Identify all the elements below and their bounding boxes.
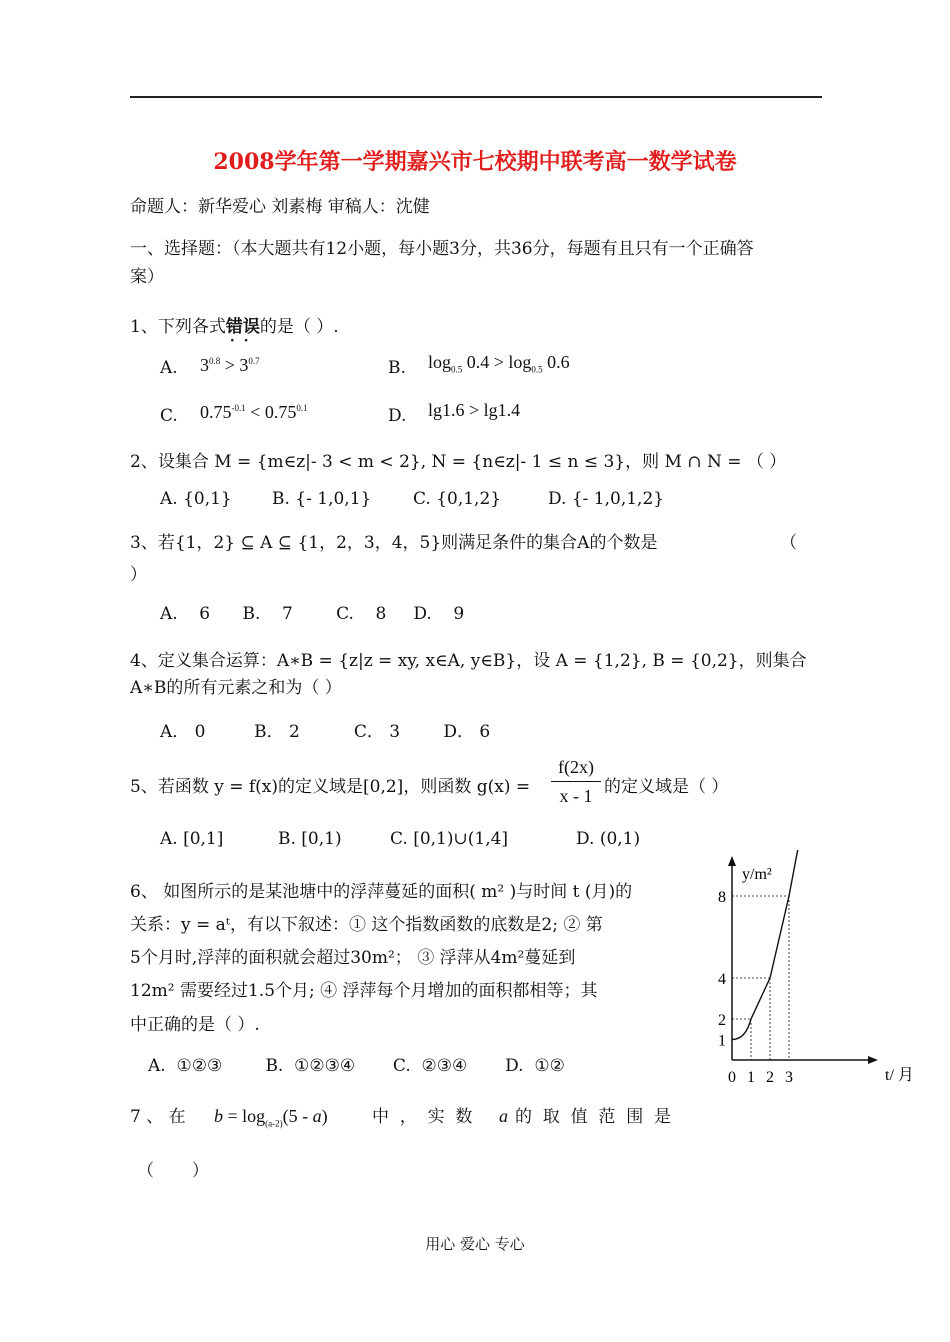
q6-line2: 关系：y = aᵗ，有以下叙述：① 这个指数函数的底数是2; ② 第: [130, 915, 603, 935]
q4-line2: A∗B的所有元素之和为（ ）: [130, 678, 342, 698]
q5-stem-post: 的定义域是（ ）: [604, 777, 729, 797]
q3-options: A. 6 B. 7 C. 8 D. 9: [160, 604, 465, 624]
y-axis-label: y/m²: [742, 866, 772, 883]
x-axis-arrow: [868, 1056, 878, 1064]
x-tick-label-2: 2: [766, 1069, 774, 1086]
q2-optC: C. {0,1,2}: [413, 489, 502, 509]
q5-frac-bar: [551, 781, 601, 782]
q1-optA-label: A.: [160, 358, 178, 378]
q7-tail: 的 取 值 范 围 是: [515, 1107, 672, 1127]
q6-options: A. ①②③ B. ①②③④ C. ②③④ D. ①②: [148, 1056, 565, 1076]
q5-optD: D. (0,1): [576, 829, 641, 849]
q6-line1: 6、 如图所示的是某池塘中的浮萍蔓延的面积( m² )与时间 t (月)的: [130, 882, 633, 902]
q5-stem-pre: 5、若函数 y = f(x)的定义域是[0,2]，则函数 g(x) =: [130, 777, 531, 797]
q5-optA: A. [0,1]: [160, 829, 224, 849]
section-heading-line2: 案）: [130, 267, 164, 287]
q7-formula: $b = \log_{(a-2)}(5 - a)$: [214, 1106, 328, 1129]
q1-optC-label: C.: [160, 406, 178, 426]
q5-frac-den: x - 1: [559, 786, 593, 806]
x-axis-label: t/ 月: [885, 1067, 914, 1084]
authors: 命题人：新华爱心 刘素梅 审稿人：沈健: [130, 197, 430, 217]
q4-options: A． 0 B． 2 C． 3 D． 6: [160, 722, 491, 742]
y-axis-arrow: [728, 856, 736, 866]
q1-stem-emph: 错误 · ·: [226, 317, 260, 337]
footer: 用心 爱心 专心: [425, 1235, 525, 1253]
q6-line4: 12m² 需要经过1.5个月; ④ 浮萍每个月增加的面积都相等；其: [130, 981, 598, 1001]
q7-paren: （ ）: [137, 1161, 209, 1181]
q6-line5: 中正确的是（ ）.: [130, 1015, 260, 1035]
growth-chart: [700, 850, 930, 1090]
q1-optB-label: B.: [388, 358, 406, 378]
q2-optA: A. {0,1}: [160, 489, 232, 509]
q2-stem: 2、设集合 M = {m∈z|- 3 < m < 2}, N = {n∈z|- 1 ≤ n ≤ 3}，则 M ∩ N = （ ）: [130, 452, 787, 472]
q1-optC: $0.75^{-0.1} < 0.75^{0.1}$: [200, 402, 308, 422]
q5-optB: B. [0,1): [278, 829, 342, 849]
top-rule: [130, 96, 822, 98]
q1-stem: [130, 312, 339, 337]
q5-optC: C. [0,1)∪(1,4]: [390, 829, 509, 849]
q1-optD: lg1.6 > lg1.4: [428, 400, 521, 420]
q3-stem: 3、若{1，2} ⊆ A ⊆ {1，2，3，4，5}则满足条件的集合A的个数是: [130, 533, 658, 553]
y-tick-label-8: 8: [718, 889, 726, 906]
q1-optD-label: D.: [388, 406, 407, 426]
page-title: 2008学年第一学期嘉兴市七校期中联考高一数学试卷: [213, 149, 737, 175]
q7-var-a: a: [499, 1106, 508, 1126]
q3-paren-close: ）: [130, 565, 147, 585]
q2-optB: B. {- 1,0,1}: [272, 489, 372, 509]
q7-mid: 中 ， 实 数: [372, 1107, 473, 1127]
q1-stem-post: 的是（ ）.: [259, 317, 339, 337]
y-tick-label-1: 1: [718, 1032, 726, 1050]
q7-lead: 7 、 在: [130, 1107, 186, 1127]
q5-frac-num: f(2x): [558, 757, 594, 777]
x-tick-label-3: 3: [785, 1069, 793, 1086]
q6-line3: 5个月时,浮萍的面积就会超过30m²； ③ 浮萍从4m²蔓延到: [130, 948, 576, 968]
x-tick-label-1: 1: [747, 1069, 755, 1086]
q4-line1: 4、定义集合运算：A∗B = {z|z = xy, x∈A, y∈B}，设 A = {1,2}, B = {0,2}，则集合: [130, 651, 807, 671]
y-tick-label-4: 4: [718, 971, 726, 988]
q1-optB: $\log_{0.5} 0.4 > \log_{0.5} 0.6$: [428, 352, 570, 375]
q2-optD: D. {- 1,0,1,2}: [548, 489, 665, 509]
q1-stem-pre: 1、下列各式: [130, 317, 226, 337]
section-heading-line1: 一、选择题：（本大题共有12小题，每小题3分，共36分，每题有且只有一个正确答: [130, 239, 754, 259]
q3-paren-open: （: [780, 533, 797, 553]
y-tick-label-2: 2: [718, 1012, 726, 1029]
x-tick-label-0: 0: [728, 1069, 736, 1086]
q1-optA: $3^{0.8} > 3^{0.7}$: [200, 355, 260, 375]
